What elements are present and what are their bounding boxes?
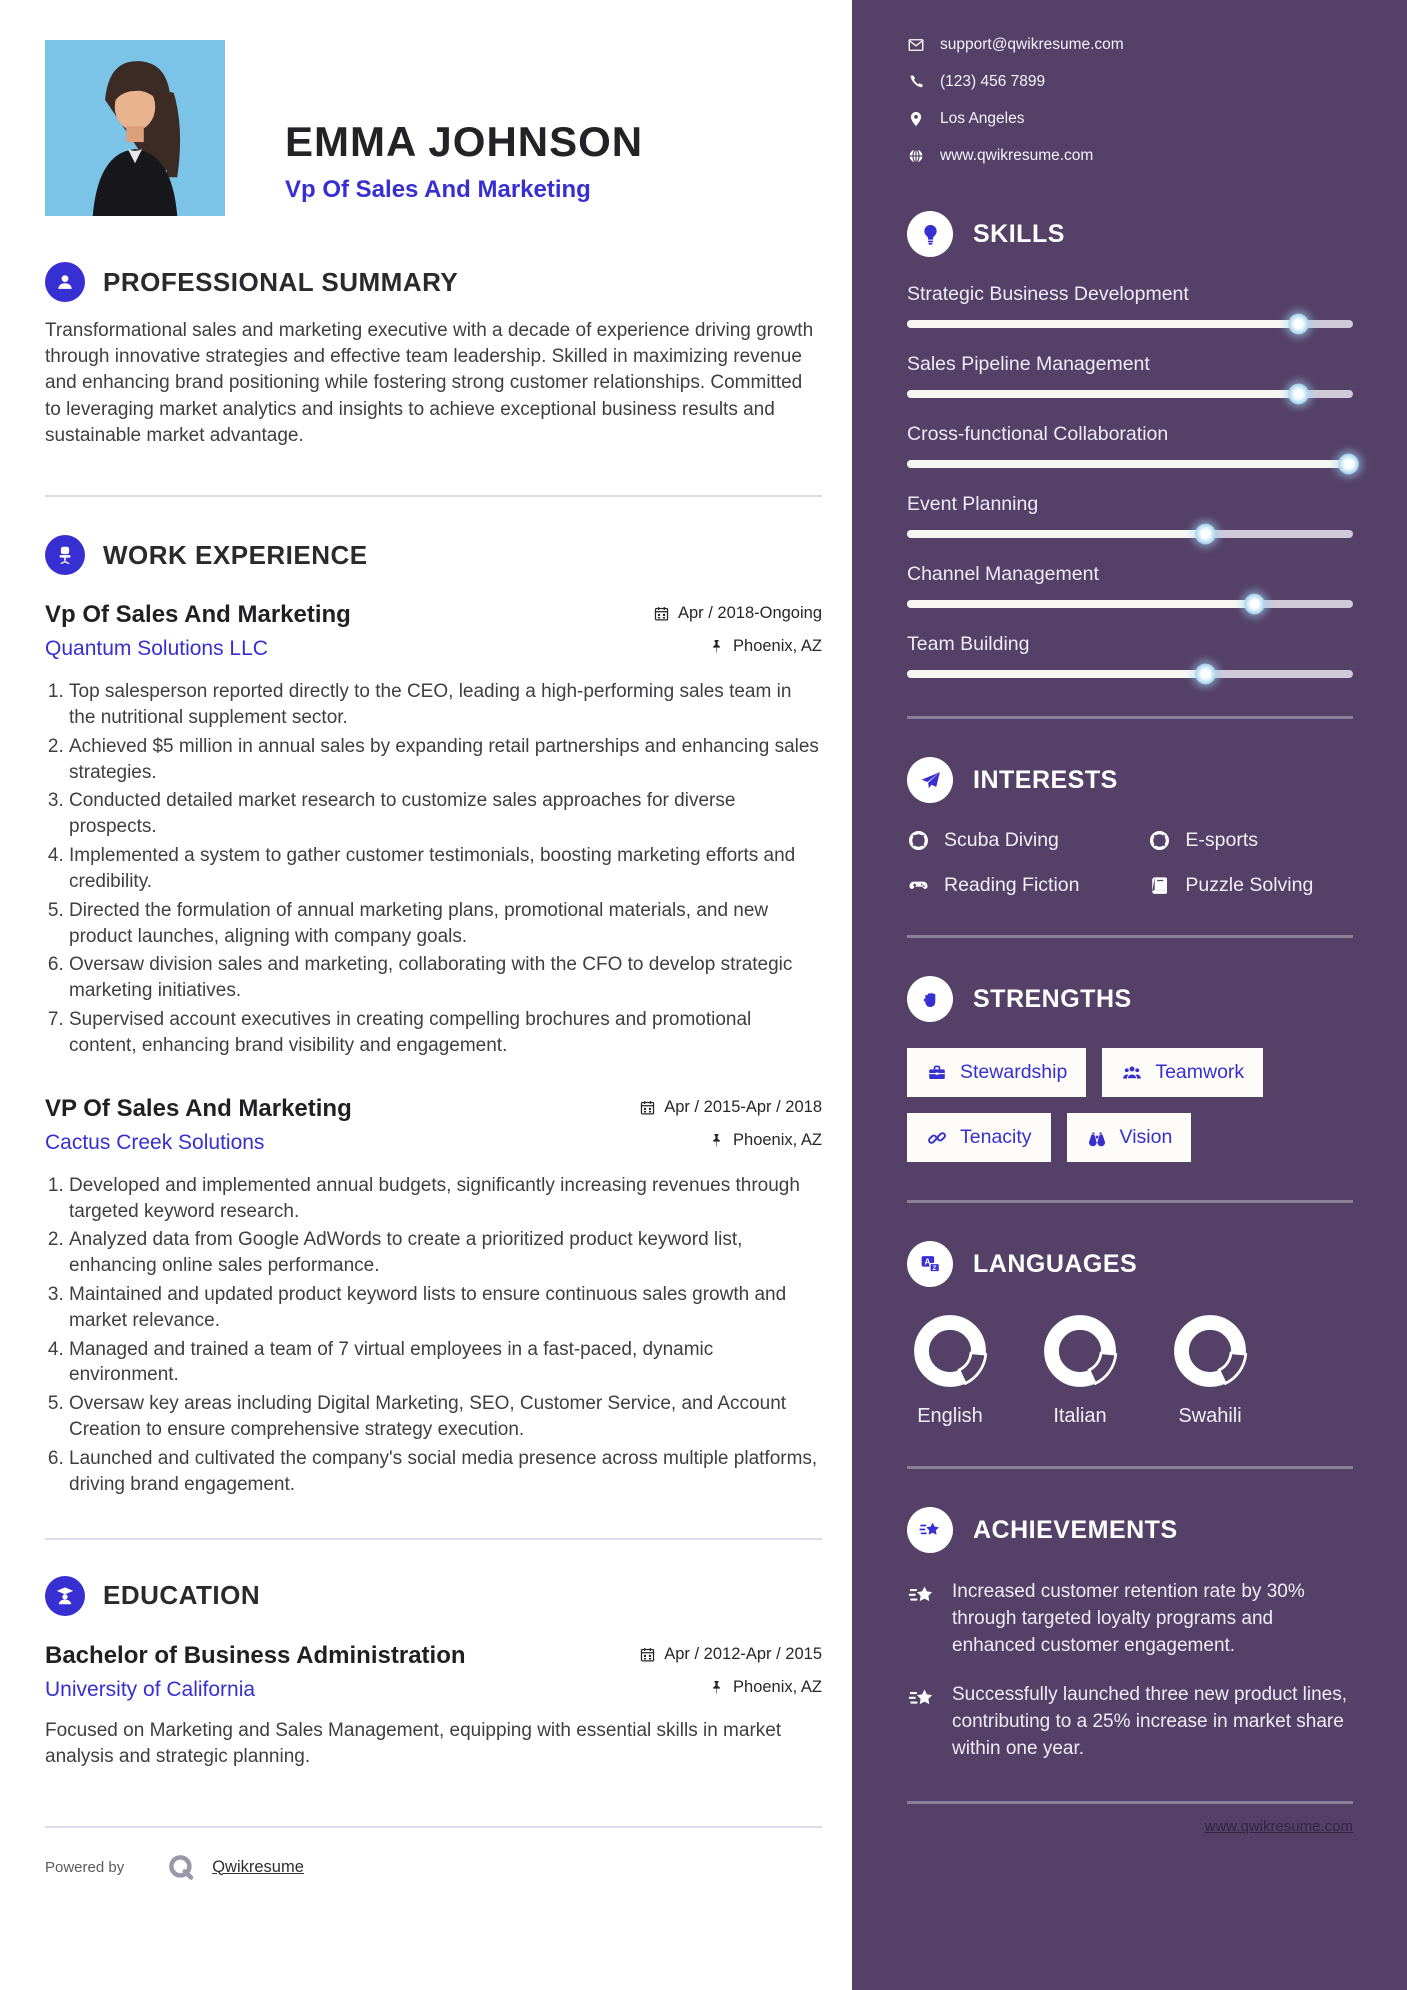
chain-link-icon bbox=[926, 1127, 948, 1149]
education-entry bbox=[45, 1642, 822, 1770]
calendar-icon bbox=[653, 605, 670, 622]
job-entry bbox=[45, 601, 822, 1059]
svg-text:Z: Z bbox=[931, 1264, 937, 1272]
strength-label: Vision bbox=[1119, 1126, 1173, 1148]
work-heading: WORK EXPERIENCE bbox=[103, 539, 368, 570]
divider bbox=[45, 1826, 822, 1828]
achievements-section bbox=[907, 1507, 1353, 1763]
skill-slider-knob[interactable] bbox=[1288, 314, 1309, 335]
school-link[interactable]: University of California bbox=[45, 1677, 256, 1701]
header bbox=[45, 40, 822, 216]
strength-icon bbox=[1086, 1127, 1108, 1149]
shooting-star-icon bbox=[907, 1684, 937, 1714]
achievements-list bbox=[907, 1579, 1353, 1763]
shooting-star-icon bbox=[907, 1507, 953, 1553]
interests-list bbox=[907, 829, 1353, 897]
skills-heading: SKILLS bbox=[973, 219, 1065, 248]
calendar-icon bbox=[639, 1099, 656, 1116]
interest-label: Reading Fiction bbox=[944, 874, 1080, 896]
strength-icon bbox=[1121, 1062, 1143, 1084]
divider bbox=[45, 495, 822, 497]
interests-header bbox=[907, 757, 1353, 803]
skill-label: Sales Pipeline Management bbox=[907, 353, 1150, 375]
skill-label: Cross-functional Collaboration bbox=[907, 423, 1169, 445]
education-header bbox=[45, 1576, 822, 1616]
skills-list bbox=[907, 283, 1353, 678]
strength-label: Stewardship bbox=[960, 1061, 1068, 1083]
contact-website-row bbox=[907, 147, 1353, 165]
strength-label: Tenacity bbox=[960, 1126, 1032, 1148]
job-bullet: 2. Achieved $5 million in annual sales by expanding retail partnerships and enhancing sales strategies. bbox=[69, 734, 822, 786]
skill-slider-knob[interactable] bbox=[1338, 454, 1359, 475]
interest-icon bbox=[907, 874, 930, 897]
skill-slider-knob[interactable] bbox=[1288, 384, 1309, 405]
contact-location-row bbox=[907, 110, 1353, 128]
sidebar-divider bbox=[907, 935, 1353, 938]
pushpin-icon bbox=[708, 1132, 725, 1149]
paper-plane-icon bbox=[907, 757, 953, 803]
job-bullet: 5. Oversaw key areas including Digital Marketing, SEO, Customer Service, and Account Creation to ensure comprehensive strategy execution. bbox=[69, 1391, 822, 1443]
achievement-text: Successfully launched three new product lines, contributing to a 25% increase in market share within one year. bbox=[952, 1683, 1348, 1759]
strength-chip bbox=[907, 1048, 1086, 1097]
sidebar-divider bbox=[907, 716, 1353, 719]
location-pin-icon bbox=[907, 110, 925, 128]
skill-slider-knob[interactable] bbox=[1244, 594, 1265, 615]
education-heading: EDUCATION bbox=[103, 1580, 261, 1611]
interest-label: E-sports bbox=[1185, 829, 1259, 851]
skill-row bbox=[907, 423, 1353, 468]
language-item bbox=[1167, 1313, 1253, 1428]
contact-website[interactable]: www.qwikresume.com bbox=[940, 147, 1094, 164]
language-donut-chart bbox=[1172, 1313, 1248, 1389]
skill-label: Event Planning bbox=[907, 493, 1039, 515]
sidebar-footer bbox=[907, 1818, 1353, 1836]
interest-icon bbox=[1148, 874, 1171, 897]
envelope-icon bbox=[907, 36, 925, 54]
languages-section bbox=[907, 1241, 1353, 1428]
language-label: English bbox=[917, 1405, 983, 1427]
skill-row bbox=[907, 563, 1353, 608]
contact-phone[interactable]: (123) 456 7899 bbox=[940, 73, 1046, 90]
calendar-icon bbox=[639, 1646, 656, 1663]
company-link[interactable]: Cactus Creek Solutions bbox=[45, 1130, 265, 1154]
skill-label: Strategic Business Development bbox=[907, 283, 1189, 305]
interest-item bbox=[907, 829, 1148, 852]
job-location: Phoenix, AZ bbox=[708, 637, 822, 656]
job-bullet: 6. Oversaw division sales and marketing, collaborating with the CFO to develop strategic marketing initiatives. bbox=[69, 952, 822, 1004]
company-link[interactable]: Quantum Solutions LLC bbox=[45, 637, 268, 661]
job-bullet: 1. Top salesperson reported directly to the CEO, leading a high-performing sales team in the nutritional supplement sector. bbox=[69, 679, 822, 731]
job-bullet: 7. Supervised account executives in creating compelling brochures and promotional content, enhancing brand visibility and engagement. bbox=[69, 1007, 822, 1059]
job-bullet-list bbox=[45, 1173, 822, 1498]
education-text: Focused on Marketing and Sales Management, equipping with essential skills in market analysis and strategic planning. bbox=[45, 1719, 782, 1767]
job-title-row bbox=[45, 601, 822, 629]
skill-slider-fill bbox=[907, 670, 1206, 678]
users-icon bbox=[1121, 1062, 1143, 1084]
sidebar-website-link[interactable]: www.qwikresume.com bbox=[1204, 1817, 1353, 1835]
qwikresume-link[interactable]: Qwikresume bbox=[212, 1857, 304, 1876]
achievements-heading: ACHIEVEMENTS bbox=[973, 1515, 1178, 1544]
job-bullet: 6. Launched and cultivated the company's social media presence across multiple platforms, driving brand engagement. bbox=[69, 1446, 822, 1498]
job-bullet: 3. Maintained and updated product keyword lists to ensure continuous sales growth and market relevance. bbox=[69, 1282, 822, 1334]
lifebuoy-icon bbox=[1148, 829, 1171, 852]
language-label: Swahili bbox=[1178, 1405, 1242, 1427]
person-name: EMMA JOHNSON bbox=[285, 118, 644, 165]
language-donut-chart bbox=[1042, 1313, 1118, 1389]
skill-slider[interactable] bbox=[907, 390, 1353, 398]
skills-header bbox=[907, 211, 1353, 257]
education-school-row bbox=[45, 1670, 822, 1702]
skill-slider[interactable] bbox=[907, 320, 1353, 328]
strength-chip bbox=[907, 1113, 1051, 1162]
globe-icon bbox=[907, 147, 925, 165]
job-title: Vp Of Sales And Marketing bbox=[45, 601, 351, 629]
job-date: Apr / 2018-Ongoing bbox=[653, 604, 822, 623]
summary-text: Transformational sales and marketing executive with a decade of experience driving growth through innovative strategies and effective team leadership. Skilled in maximizing revenue and enhancing brand positioning while fostering strong customer relationships. Committed to leveraging market analytics and insights to achieve exceptional business results and sustainable market advantage. bbox=[45, 320, 814, 446]
skills-section bbox=[907, 211, 1353, 678]
interests-heading: INTERESTS bbox=[973, 765, 1118, 794]
skill-row bbox=[907, 283, 1353, 328]
lifebuoy-icon bbox=[907, 829, 930, 852]
education-date: Apr / 2012-Apr / 2015 bbox=[639, 1645, 822, 1664]
summary-heading: PROFESSIONAL SUMMARY bbox=[103, 266, 459, 297]
languages-heading: LANGUAGES bbox=[973, 1249, 1138, 1278]
work-header bbox=[45, 535, 822, 575]
achievement-item bbox=[907, 1579, 1353, 1660]
skill-slider-fill bbox=[907, 320, 1299, 328]
education-location: Phoenix, AZ bbox=[708, 1678, 822, 1697]
languages-list bbox=[907, 1313, 1353, 1428]
interest-label: Puzzle Solving bbox=[1185, 874, 1314, 896]
job-title-row bbox=[45, 1095, 822, 1123]
profile-photo-illustration bbox=[45, 40, 225, 216]
book-icon bbox=[1148, 874, 1171, 897]
skill-row bbox=[907, 353, 1353, 398]
interest-icon bbox=[907, 829, 930, 852]
contact-block bbox=[907, 36, 1353, 165]
interests-section bbox=[907, 757, 1353, 897]
phone-icon bbox=[907, 73, 925, 91]
job-bullet: 4. Implemented a system to gather customer testimonials, boosting marketing efforts and credibility. bbox=[69, 843, 822, 895]
job-bullet: 4. Managed and trained a team of 7 virtual employees in a fast-paced, dynamic environment. bbox=[69, 1337, 822, 1389]
education-degree-row bbox=[45, 1642, 822, 1670]
profile-photo bbox=[45, 40, 225, 216]
skill-slider[interactable] bbox=[907, 670, 1353, 678]
skill-slider-fill bbox=[907, 460, 1349, 468]
job-bullet: 2. Analyzed data from Google AdWords to create a prioritized product keyword list, enhancing online sales performance. bbox=[69, 1227, 822, 1279]
job-bullet: 1. Developed and implemented annual budgets, significantly increasing revenues through targeted keyword research. bbox=[69, 1173, 822, 1225]
fist-icon bbox=[907, 976, 953, 1022]
interest-label: Scuba Diving bbox=[944, 829, 1059, 851]
skill-slider[interactable] bbox=[907, 530, 1353, 538]
sidebar-divider bbox=[907, 1466, 1353, 1469]
achievement-item bbox=[907, 1682, 1353, 1763]
summary-section bbox=[45, 262, 822, 449]
office-chair-icon bbox=[45, 535, 85, 575]
job-location: Phoenix, AZ bbox=[708, 1131, 822, 1150]
degree: Bachelor of Business Administration bbox=[45, 1641, 466, 1669]
skill-label: Team Building bbox=[907, 633, 1030, 655]
interest-item bbox=[1148, 829, 1353, 852]
strengths-header bbox=[907, 976, 1353, 1022]
name-block bbox=[285, 118, 643, 204]
job-date: Apr / 2015-Apr / 2018 bbox=[639, 1098, 822, 1117]
achievements-header bbox=[907, 1507, 1353, 1553]
job-company-row bbox=[45, 1123, 822, 1155]
shooting-star-icon bbox=[907, 1581, 937, 1611]
interest-item bbox=[1148, 874, 1353, 897]
language-donut-chart bbox=[912, 1313, 988, 1389]
strength-icon bbox=[926, 1062, 948, 1084]
sidebar-divider bbox=[907, 1801, 1353, 1804]
skill-slider-knob[interactable] bbox=[1195, 664, 1216, 685]
contact-phone-row bbox=[907, 73, 1353, 91]
skill-row bbox=[907, 493, 1353, 538]
translate-icon-header bbox=[907, 1241, 1353, 1287]
skill-row bbox=[907, 633, 1353, 678]
skill-label: Channel Management bbox=[907, 563, 1099, 585]
job-bullet-list bbox=[45, 679, 822, 1059]
language-item bbox=[907, 1313, 993, 1428]
language-label: Italian bbox=[1053, 1405, 1107, 1427]
skill-slider-fill bbox=[907, 390, 1299, 398]
skill-slider[interactable] bbox=[907, 600, 1353, 608]
interest-icon bbox=[1148, 829, 1171, 852]
strengths-list bbox=[907, 1048, 1307, 1162]
job-company-row bbox=[45, 629, 822, 661]
briefcase-icon bbox=[926, 1062, 948, 1084]
person-job-title: Vp Of Sales And Marketing bbox=[285, 176, 591, 203]
job-bullet: 3. Conducted detailed market research to customize sales approaches for diverse prospects. bbox=[69, 788, 822, 840]
svg-text:A: A bbox=[923, 1256, 930, 1267]
education-section bbox=[45, 1576, 822, 1770]
interest-item bbox=[907, 874, 1148, 897]
binoculars-icon bbox=[1086, 1127, 1108, 1149]
language-item bbox=[1037, 1313, 1123, 1428]
strength-label: Teamwork bbox=[1155, 1061, 1245, 1083]
contact-email[interactable]: support@qwikresume.com bbox=[940, 36, 1124, 53]
work-section bbox=[45, 535, 822, 1498]
strengths-heading: STRENGTHS bbox=[973, 984, 1132, 1013]
strengths-section bbox=[907, 976, 1353, 1162]
skill-slider-fill bbox=[907, 530, 1206, 538]
strength-chip bbox=[1102, 1048, 1263, 1097]
translate-icon bbox=[907, 1241, 953, 1287]
skill-slider[interactable] bbox=[907, 460, 1353, 468]
graduate-icon bbox=[45, 1576, 85, 1616]
summary-header bbox=[45, 262, 822, 302]
pushpin-icon bbox=[708, 638, 725, 655]
pushpin-icon bbox=[708, 1679, 725, 1696]
powered-by-footer bbox=[45, 1852, 822, 1882]
job-entry bbox=[45, 1095, 822, 1498]
divider bbox=[45, 1538, 822, 1540]
gamepad-icon bbox=[907, 874, 930, 897]
contact-email-row bbox=[907, 36, 1353, 54]
qwikresume-logo-icon bbox=[166, 1852, 196, 1882]
achievement-text: Increased customer retention rate by 30% through targeted loyalty programs and enhanced customer engagement. bbox=[952, 1581, 1305, 1656]
job-bullet: 5. Directed the formulation of annual marketing plans, promotional materials, and new product launches, aligning with company goals. bbox=[69, 898, 822, 950]
skill-slider-fill bbox=[907, 600, 1255, 608]
strength-icon bbox=[926, 1127, 948, 1149]
person-icon bbox=[45, 262, 85, 302]
skill-slider-knob[interactable] bbox=[1195, 524, 1216, 545]
sidebar-divider bbox=[907, 1200, 1353, 1203]
powered-by-label: Powered by bbox=[45, 1858, 125, 1876]
contact-location: Los Angeles bbox=[940, 110, 1025, 127]
job-title: VP Of Sales And Marketing bbox=[45, 1094, 352, 1122]
sidebar bbox=[852, 0, 1407, 1990]
lightbulb-icon bbox=[907, 211, 953, 257]
strength-chip bbox=[1067, 1113, 1192, 1162]
